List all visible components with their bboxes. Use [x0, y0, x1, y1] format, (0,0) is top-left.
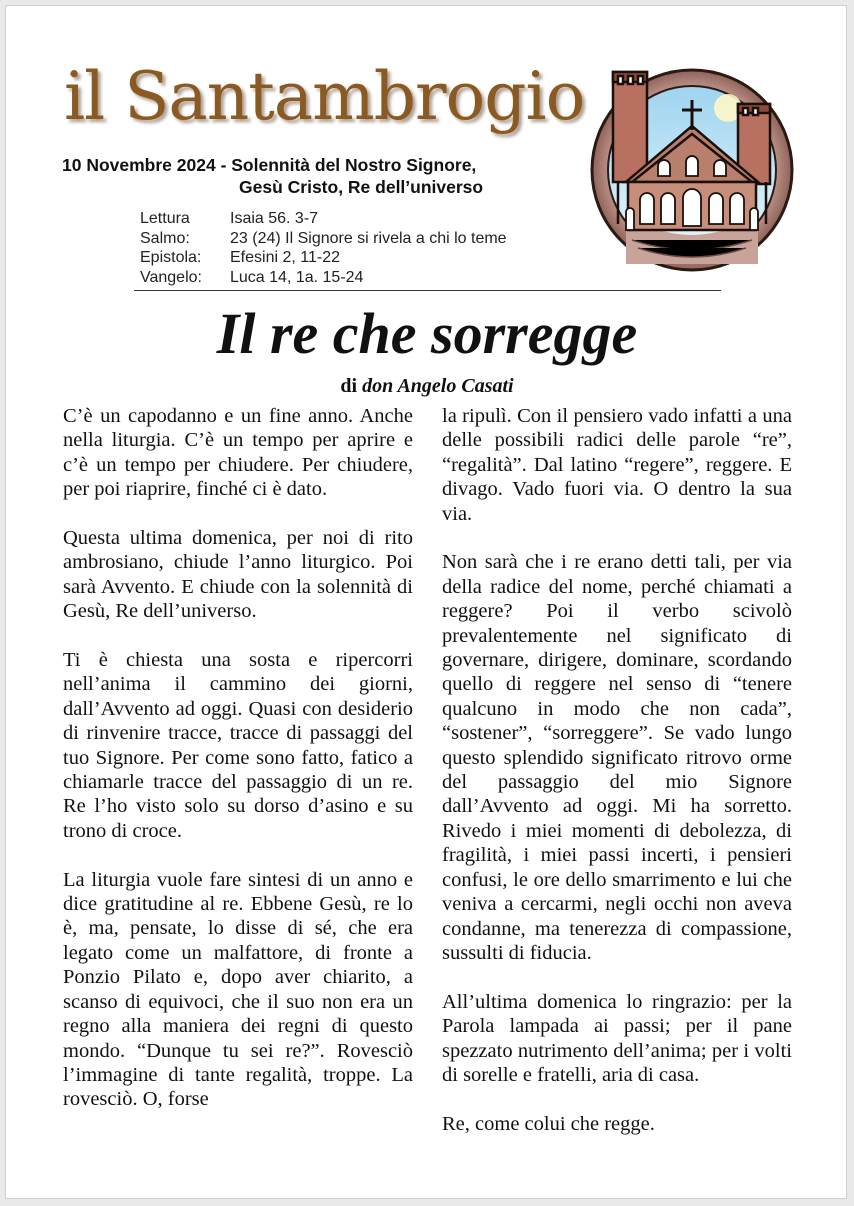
reading-label: Salmo:	[140, 229, 190, 247]
paragraph: All’ultima domenica lo ringrazio: per la Parola lampada ai passi; per il pane spezzato nutrimento dell’anima; per i volti di sorelle e fratelli, aria di casa.	[442, 990, 792, 1086]
paragraph: C’è un capodanno e un fine anno. Anche nella liturgia. C’è un tempo per aprire e c’è un tempo per chiudere. Per chiudere, per poi riaprire, finché ci è dato.	[63, 405, 413, 501]
paragraph: Non sarà che i re erano detti tali, per via della radice del nome, perché chiamati a reggere? Poi il verbo scivolò prevalentemente nel significato di governare, dirigere, dominare, scordando quello di reggere nel senso di “tenere qualcuno in modo che non cada”, “sostener”, “sorreggere”. Se vado lungo questo splendido significato ritrovo orme del passaggio del mio Signore dall’Avvento ad oggi. Mi ha sorretto. Rivedo i miei momenti di debolezza, di fragilità, i miei passi incerti, i pensieri confusi, le ore dello smarrimento e lui che veniva a cercarmi, negli occhi non aveva condanne, ma tenerezza di compassione, sussulti di fiducia.	[442, 551, 792, 964]
paragraph: Ti è chiesta una sosta e ripercorri nell’anima il cammino dei giorni, dall’Avvento ad oggi. Quasi con desiderio di rinvenire tracce, tracce di passaggi del tuo Signore. Per come sono fatto, fatico a chiamarle tracce del passaggio di un re. Re l’ho visto solo su dorso d’asino e su trono di croce.	[63, 649, 413, 842]
paragraph: Questa ultima domenica, per noi di rito ambrosiano, chiude l’anno liturgico. Poi sarà Avvento. E chiude con la solennità di Gesù, Re dell’universo.	[63, 527, 413, 623]
church-basilica-logo-icon	[588, 64, 794, 272]
article-column-left	[63, 404, 413, 1136]
date-line-2: Gesù Cristo, Re dell’universo	[239, 177, 484, 197]
masthead-title: il Santambrogio	[64, 58, 585, 135]
reading-ref: 23 (24) Il Signore si rivela a chi lo teme	[230, 229, 507, 247]
date-line-1: 10 Novembre 2024 - Solennità del Nostro Signore,	[62, 155, 477, 175]
reading-label: Vangelo:	[140, 268, 202, 286]
byline-author: don Angelo Casati	[362, 375, 514, 397]
article-column-right	[442, 404, 792, 1161]
byline	[6, 375, 848, 398]
reading-row	[140, 229, 507, 249]
date-line	[62, 154, 483, 198]
paragraph: la ripulì. Con il pensiero vado infatti a una delle possibili radici delle parole “re”, “regalità”. Dal latino “regere”, reggere. E divago. Vado fuori via. O dentro la sua via.	[442, 405, 792, 525]
reading-ref: Isaia 56. 3-7	[230, 210, 319, 227]
readings-list	[140, 209, 507, 287]
reading-label: Lettura	[140, 210, 190, 227]
reading-row	[140, 248, 507, 268]
reading-row	[140, 268, 507, 288]
header-divider	[134, 290, 721, 291]
article-title: Il re che sorregge	[216, 301, 638, 366]
paragraph: Re, come colui che regge.	[442, 1112, 655, 1135]
paragraph: La liturgia vuole fare sintesi di un anno e dice gratitudine al re. Ebbene Gesù, re lo è, ma, pensate, lo disse di sé, che era legato come un malfattore, di fronte a Ponzio Pilato e, dopo aver chiarito, a scanso di equivoci, che il suo non era un regno alla maniera dei regni di questo mondo. “Dunque tu sei re?”. Rovesciò l’immagine di tante regalità, troppe. La rovesciò. O, forse	[63, 868, 413, 1111]
reading-label: Epistola:	[140, 249, 202, 266]
reading-ref: Luca 14, 1a. 15-24	[230, 268, 364, 286]
byline-prefix: di	[340, 375, 358, 397]
newsletter-page	[5, 5, 847, 1199]
reading-row	[140, 209, 507, 229]
reading-ref: Efesini 2, 11-22	[230, 249, 340, 266]
